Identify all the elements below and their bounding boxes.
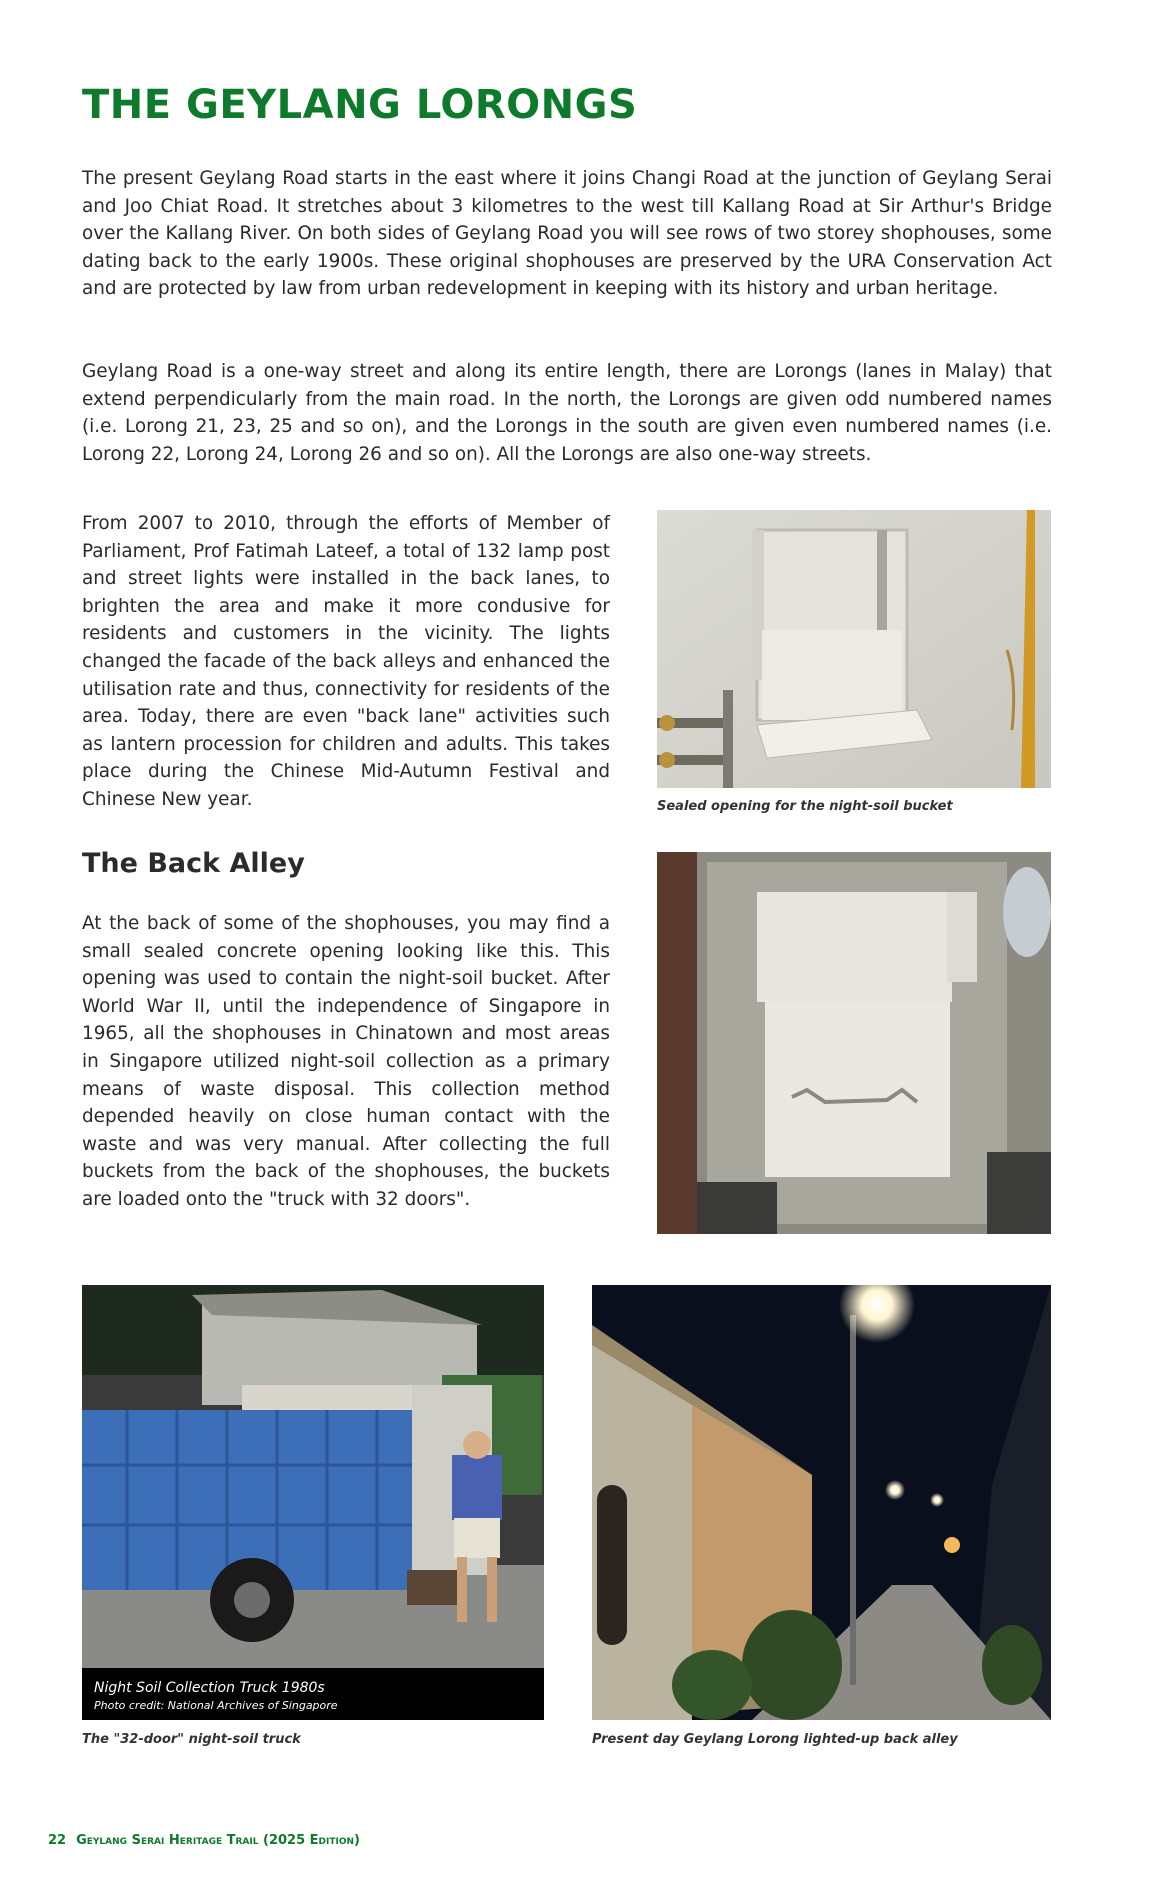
truck-overlay-title: Night Soil Collection Truck 1980s bbox=[94, 1680, 325, 1696]
page-number: 22 bbox=[48, 1833, 67, 1848]
truck-caption: The "32-door" night-soil truck bbox=[82, 1732, 301, 1747]
page-footer bbox=[48, 1833, 360, 1848]
footer-title: Geylang Serai Heritage Trail (2025 Edition) bbox=[76, 1833, 360, 1848]
lit-back-alley-photo bbox=[592, 1285, 1051, 1720]
night-soil-truck-photo bbox=[82, 1285, 544, 1720]
truck-photo-overlay bbox=[82, 1668, 544, 1720]
sealed-opening-caption: Sealed opening for the night-soil bucket bbox=[657, 799, 953, 814]
night-soil-opening-closeup-photo bbox=[657, 852, 1051, 1234]
intro-paragraph: The present Geylang Road starts in the east where it joins Changi Road at the junction of Geylang Serai and Joo Chiat Road. It stretches about 3 kilometres to the west till Kallang Road at Sir Arthur's Bridge over the Kallang River. On both sides of Geylang Road you will see rows of two storey shophouses, some dating back to the early 1900s. These original shophouses are preserved by the URA Conservation Act and are protected by law from urban redevelopment in keeping with its history and urban heritage. bbox=[82, 168, 1052, 300]
back-alley-caption: Present day Geylang Lorong lighted-up back alley bbox=[592, 1732, 958, 1747]
page-title: THE GEYLANG LORONGS bbox=[82, 82, 638, 128]
sealed-opening-photo bbox=[657, 510, 1051, 788]
section-heading: The Back Alley bbox=[82, 848, 305, 879]
lights-paragraph: From 2007 to 2010, through the efforts of Member of Parliament, Prof Fatimah Lateef, a total of 132 lamp post and street lights were installed in the back lanes, to brighten the area and make it more condusive for residents and customers in the vicinity. The lights changed the facade of the back alleys and enhanced the utilisation rate and thus, connectivity for residents of the area. Today, there are even "back lane" activities such as lantern procession for children and adults. This takes place during the Chinese Mid-Autumn Festival and Chinese New year. bbox=[82, 513, 610, 810]
back-alley-paragraph: At the back of some of the shophouses, you may find a small sealed concrete opening looking like this. This opening was used to contain the night-soil bucket. After World War II, until the independence of Singapore in 1965, all the shophouses in Chinatown and most areas in Singapore utilized night-soil collection as a primary means of waste disposal. This collection method depended heavily on close human contact with the waste and was very manual. After collecting the full buckets from the back of the shophouses, the buckets are loaded onto the "truck with 32 doors". bbox=[82, 913, 610, 1210]
truck-overlay-credit: Photo credit: National Archives of Singapore bbox=[94, 1699, 338, 1712]
lorongs-paragraph: Geylang Road is a one-way street and along its entire length, there are Lorongs (lanes in Malay) that extend perpendicularly from the main road. In the north, the Lorongs are given odd numbered names (i.e. Lorong 21, 23, 25 and so on), and the Lorongs in the south are given even numbered names (i.e. Lorong 22, Lorong 24, Lorong 26 and so on). All the Lorongs are also one-way streets. bbox=[82, 361, 1052, 465]
